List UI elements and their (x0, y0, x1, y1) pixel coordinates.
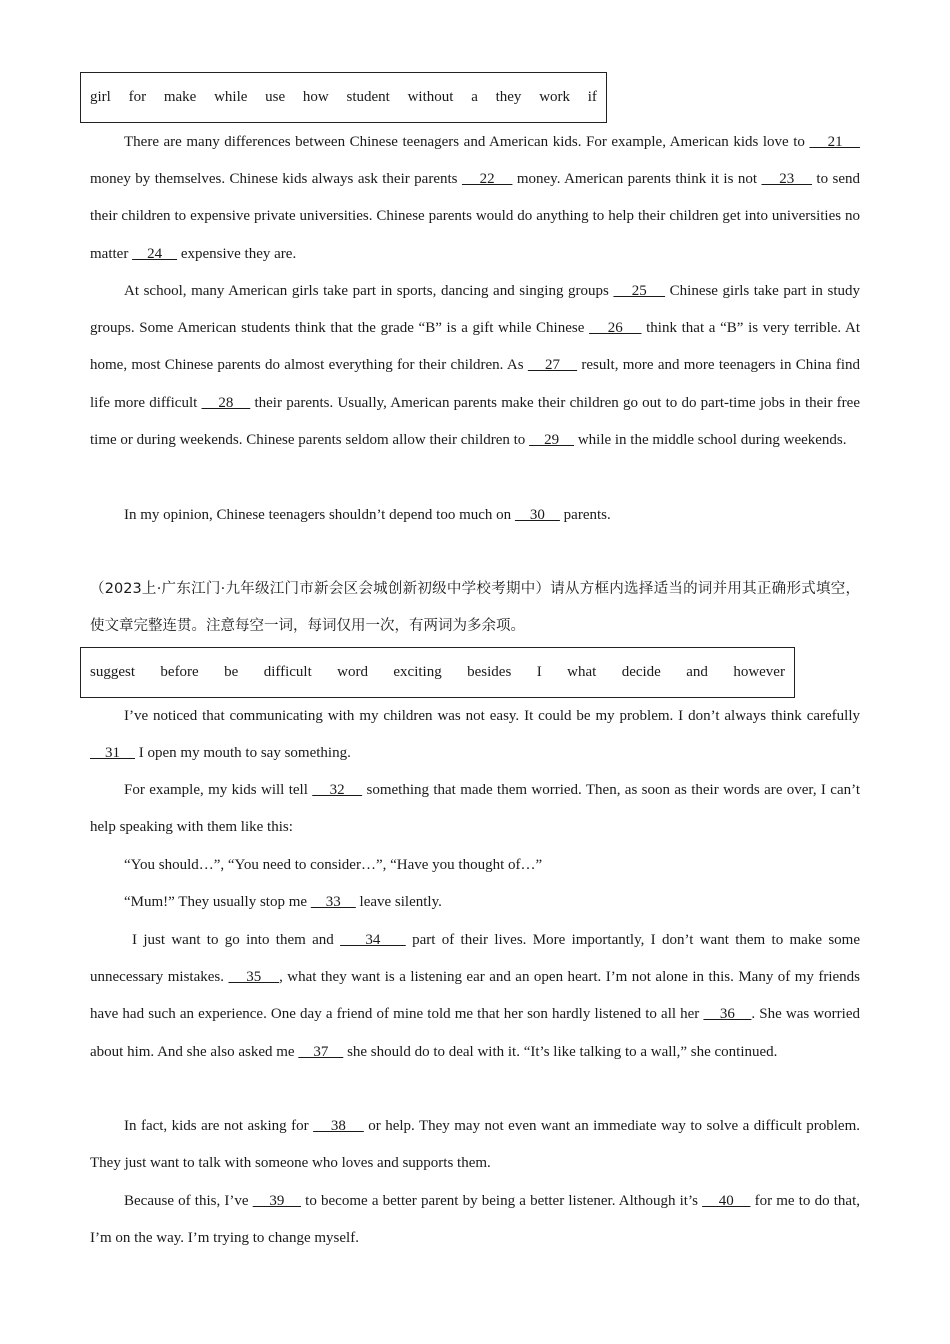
word-bank-item: what (567, 664, 597, 680)
passage-text: she should do to deal with it. “It’s like talking to a wall,” she continued. (343, 1043, 778, 1060)
word-bank-item: they (495, 89, 522, 105)
word-bank-item: while (214, 89, 248, 105)
word-bank-item: make (163, 89, 197, 105)
blank-39: 39 (252, 1193, 302, 1209)
blank-37: 37 (298, 1043, 344, 1060)
word-bank-item: word (337, 664, 368, 680)
word-bank-item: for (128, 89, 147, 105)
passage-text: At school, many American girls take part in sports, dancing and singing groups (124, 283, 614, 299)
passage-text: expensive they are. (177, 245, 297, 262)
blank-36: 36 (703, 1006, 752, 1023)
passage-text: money. American parents think it is not (512, 171, 762, 188)
word-bank-item: however (733, 664, 785, 680)
blank-24: 24 (132, 245, 178, 262)
blank-34: 34 (340, 932, 406, 948)
passage-text: There are many differences between Chinese teenagers and American kids. For example, American kids love to (124, 134, 810, 150)
passage-text: something that made them worried. Then, as soon as their words are over, I can’t help speaking with them like this: (90, 782, 860, 836)
word-bank-item: without (407, 89, 454, 105)
blank-38: 38 (313, 1118, 364, 1134)
word-bank-item: work (539, 89, 571, 105)
passage2-paragraph-7 (90, 1183, 860, 1257)
passage2-paragraph-4 (90, 884, 860, 921)
passage-text: parents. (559, 507, 611, 523)
passage-text: their parents. Usually, American parents make their children go out to do part-time jobs in their free time or during weekends. Chinese parents seldom allow their children to (90, 394, 860, 448)
passage-text: think that a “B” is very terrible. At home, most Chinese parents do almost everything for their children. As (90, 320, 861, 374)
word-bank-item: besides (467, 664, 512, 680)
word-bank-item: exciting (393, 664, 442, 680)
blank-35: 35 (228, 969, 280, 986)
blank-28: 28 (201, 394, 251, 411)
passage-text: I just want to go into them and (132, 932, 341, 948)
passage-text: For example, my kids will tell (124, 782, 313, 798)
passage-text: . She was worried about him. And she also asked me (90, 1006, 860, 1060)
passage2-paragraph-5 (90, 922, 860, 1071)
word-bank-item: use (265, 89, 286, 105)
passage2-paragraph-6 (90, 1108, 860, 1182)
passage2-paragraph-2 (90, 772, 860, 846)
blank-21: 21 (809, 134, 861, 150)
word-bank-item: suggest (90, 664, 135, 680)
passage-text: I’ve noticed that communicating with my children was not easy. It could be my problem. I don’t always think carefully (124, 708, 860, 724)
passage-text: Because of this, I’ve (124, 1193, 253, 1209)
blank-23: 23 (761, 171, 812, 188)
word-bank-item: if (587, 89, 597, 105)
blank-32: 32 (312, 782, 363, 798)
passage-text: to send their children to expensive private universities. Chinese parents would do anything to help their children get into universities no matter (90, 171, 861, 262)
passage-text: In fact, kids are not asking for (124, 1118, 314, 1134)
passage-text: In my opinion, Chinese teenagers shouldn’t depend too much on (124, 507, 515, 523)
passage1-paragraph-1 (90, 124, 860, 273)
passage-text: part of their lives. More importantly, I don’t want them to make some unnecessary mistakes. (90, 932, 860, 986)
word-bank-item: student (346, 89, 390, 105)
blank-27: 27 (527, 357, 578, 374)
passage2-paragraph-3 (90, 847, 860, 884)
passage-text: or help. They may not even want an immediate way to solve a difficult problem. They just want to talk with someone who loves and supports them. (90, 1118, 861, 1172)
word-bank-item: before (160, 664, 199, 680)
blank-31: 31 (90, 745, 135, 762)
word-bank-item: decide (621, 664, 661, 680)
passage-text: “You should…”, “You need to consider…”, “Have you thought of…” (124, 857, 543, 873)
passage-text: I open my mouth to say something. (135, 745, 351, 762)
passage1-paragraph-2 (90, 273, 860, 459)
passage-text: while in the middle school during weekends. (574, 431, 847, 448)
blank-40: 40 (702, 1193, 751, 1209)
passage-text: “Mum!” They usually stop me (124, 894, 311, 910)
passage-text: result, more and more teenagers in China find life more difficult (90, 357, 861, 411)
blank-22: 22 (461, 171, 513, 188)
blank-26: 26 (589, 320, 642, 337)
word-bank-item: difficult (263, 664, 312, 680)
exercise-instructions: （2023上·广东江门·九年级江门市新会区会城创新初级中学校考期中）请从方框内选择适当的词并用其正确形式填空，使文章完整连贯。注意每空一词，每词仅用一次，有两词为多余项。 (90, 581, 860, 635)
passage1-paragraph-3 (90, 497, 860, 534)
blank-29: 29 (529, 431, 575, 448)
passage-text: leave silently. (355, 894, 442, 910)
word-bank-item: I (536, 664, 542, 680)
word-bank-item: and (686, 664, 708, 680)
passage-text: , what they want is a listening ear and an open heart. I’m not alone in this. Many of my friends have had such an experience. One day a friend of mine told me that her son hardly listened to all her (90, 969, 861, 1023)
passage-text: Chinese girls take part in study groups. Some American students think that the grade “B” is a gift while Chinese (90, 283, 860, 337)
word-bank-box-2 (80, 647, 795, 698)
blank-25: 25 (613, 283, 666, 299)
word-bank-item: how (302, 89, 329, 105)
passage-text: for me to do that, I’m on the way. I’m trying to change myself. (90, 1193, 860, 1247)
blank-33: 33 (310, 894, 356, 910)
word-bank-box-1 (80, 72, 607, 123)
passage-text: money by themselves. Chinese kids always ask their parents (90, 171, 462, 188)
word-bank-item: be (224, 664, 239, 680)
word-bank-item: girl (90, 89, 111, 105)
blank-30: 30 (514, 507, 560, 523)
passage-text: to become a better parent by being a better listener. Although it’s (301, 1193, 703, 1209)
word-bank-item: a (471, 89, 478, 105)
passage2-paragraph-1 (90, 698, 860, 772)
